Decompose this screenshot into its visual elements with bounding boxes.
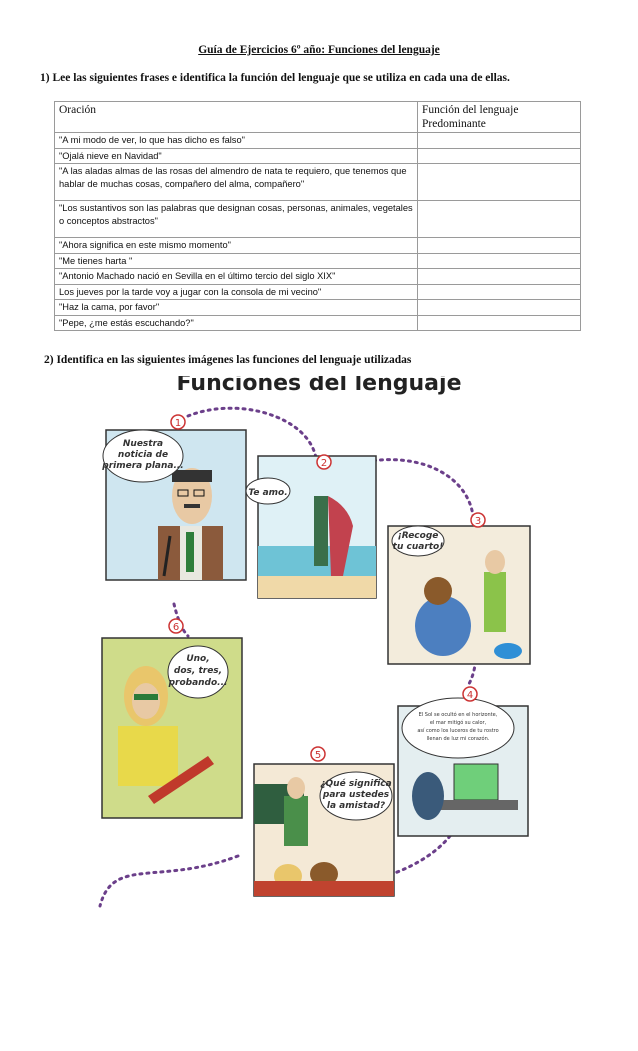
panel-5-number: 5 (314, 750, 322, 761)
sentence-cell: "Pepe, ¿me estás escuchando?" (55, 315, 418, 331)
answer-cell[interactable] (418, 133, 581, 149)
speech-6-line-3: probando... (168, 678, 228, 688)
panel-1-number: 1 (174, 418, 182, 429)
panel-3-number: 3 (474, 516, 482, 527)
speech-4-line-1: El Sol se ocultó en el horizonte, (418, 712, 498, 718)
comic-illustration (88, 376, 550, 916)
table-row (55, 284, 581, 300)
answer-cell[interactable] (418, 253, 581, 269)
speech-3-line-1: ¡Recoge (397, 531, 439, 541)
answer-cell[interactable] (418, 315, 581, 331)
table-row (55, 133, 581, 149)
table-row (55, 300, 581, 316)
answer-cell[interactable] (418, 201, 581, 238)
speech-5-line-3: la amistad? (326, 801, 386, 811)
answer-cell[interactable] (418, 284, 581, 300)
table-row (55, 253, 581, 269)
panel-6-number: 6 (172, 622, 180, 633)
speech-5-line-2: para ustedes (322, 790, 390, 800)
functions-table (54, 101, 581, 331)
page-title: Guía de Ejercicios 6º año: Funciones del lenguaje (198, 44, 440, 56)
speech-4-line-2: el mar mitigó su calor, (429, 720, 487, 726)
table-row (55, 148, 581, 164)
functions-illustration (88, 376, 550, 916)
speech-6-line-1: Uno, (186, 654, 210, 664)
panel-4 (398, 698, 528, 836)
table-row (55, 201, 581, 238)
speech-5-line-1: ¿Qué significa (320, 779, 392, 789)
table-header-row (55, 102, 581, 133)
speech-1-line-2: noticia de (117, 450, 169, 460)
header-function: Función del lenguaje Predominante (418, 102, 581, 133)
speech-3-line-2: tu cuarto! (392, 542, 444, 552)
question-2: 2) Identifica en las siguientes imágenes las funciones del lenguaje utilizadas (44, 354, 412, 366)
sentence-cell: "Haz la cama, por favor" (55, 300, 418, 316)
table-row (55, 164, 581, 201)
table-row (55, 315, 581, 331)
illustration-heading: Funciones del lenguaje (176, 376, 462, 396)
panel-2-number: 2 (320, 458, 328, 469)
sentence-cell: Los jueves por la tarde voy a jugar con la consola de mi vecino" (55, 284, 418, 300)
panel-1 (101, 430, 246, 580)
speech-4-line-4: llenan de luz mi corazón. (426, 736, 490, 742)
sentence-cell: "Antonio Machado nació en Sevilla en el último tercio del siglo XIX" (55, 269, 418, 285)
panel-6 (102, 638, 242, 818)
speech-1-line-3: primera plana... (102, 461, 184, 471)
header-sentence: Oración (55, 102, 418, 133)
table-row (55, 238, 581, 254)
answer-cell[interactable] (418, 164, 581, 201)
speech-4-line-3: así como los luceros de tu rostro (417, 728, 499, 734)
sentence-cell: "Ahora significa en este mismo momento" (55, 238, 418, 254)
panel-5 (254, 764, 394, 896)
panel-2 (246, 456, 376, 598)
panel-4-number: 4 (466, 690, 474, 701)
sentence-cell: "Me tienes harta " (55, 253, 418, 269)
speech-2: Te amo. (248, 488, 288, 498)
answer-cell[interactable] (418, 300, 581, 316)
question-1: 1) Lee las siguientes frases e identifica la función del lenguaje que se utiliza en cada una de ellas. (40, 72, 510, 84)
panel-3 (388, 526, 530, 664)
sentence-cell: "Ojalá nieve en Navidad" (55, 148, 418, 164)
speech-6-line-2: dos, tres, (173, 666, 223, 676)
answer-cell[interactable] (418, 269, 581, 285)
sentence-cell: "Los sustantivos son las palabras que designan cosas, personas, animales, vegetales o conceptos abstractos" (55, 201, 418, 238)
speech-1-line-1: Nuestra (122, 439, 164, 449)
sentence-cell: "A mi modo de ver, lo que has dicho es falso" (55, 133, 418, 149)
answer-cell[interactable] (418, 148, 581, 164)
sentence-cell: "A las aladas almas de las rosas del almendro de nata te requiero, que tenemos que hablar de muchas cosas, compañero del alma, compañero" (55, 164, 418, 201)
table-row (55, 269, 581, 285)
answer-cell[interactable] (418, 238, 581, 254)
